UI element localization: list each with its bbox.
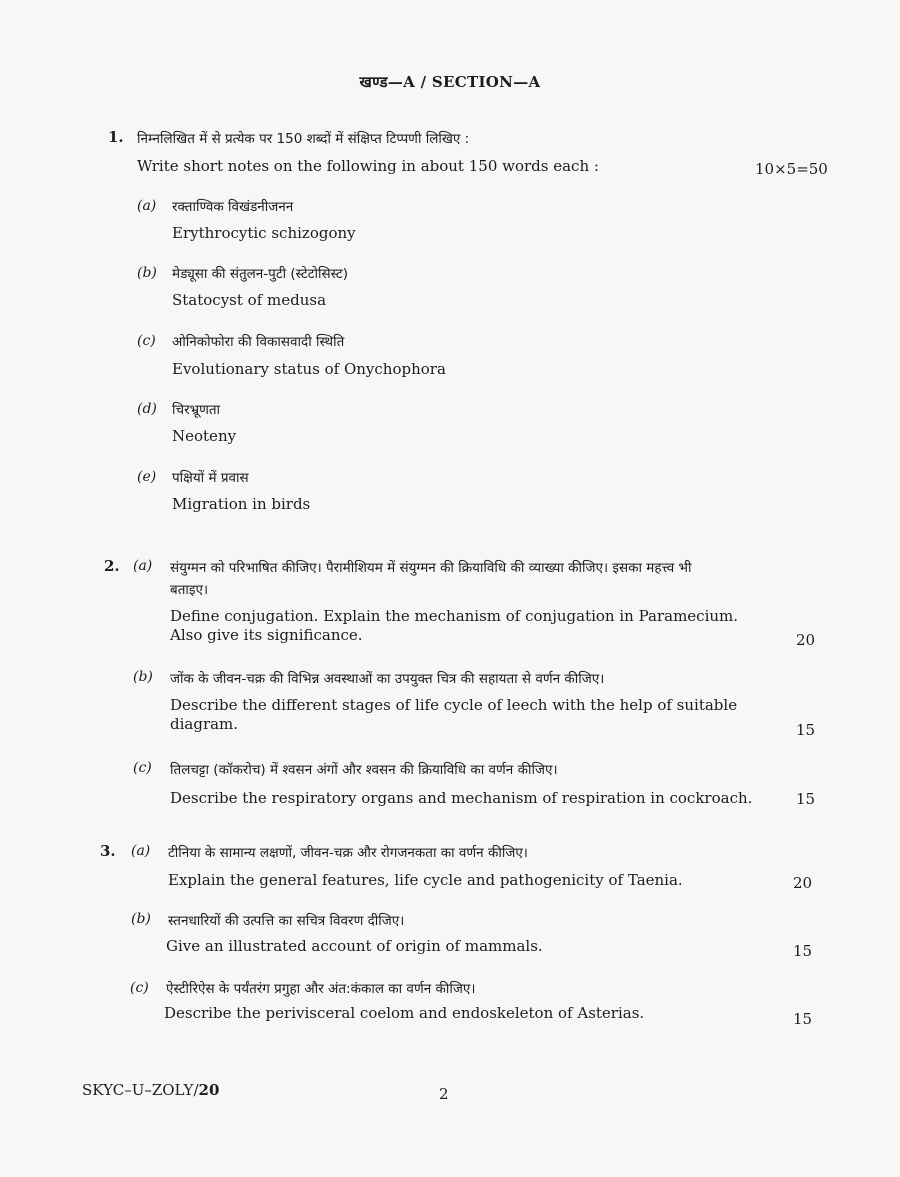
part-text-english: Migration in birds <box>172 495 311 513</box>
part-text-english: Describe the different stages of life cycle of leech with the help of suitable <box>170 696 738 714</box>
part-text-english: Erythrocytic schizogony <box>172 224 356 242</box>
question-instruction-english: Write short notes on the following in about 150 words each : <box>137 157 599 175</box>
part-label: (a) <box>133 558 153 574</box>
part-label: (e) <box>137 469 157 485</box>
part-text-english: Explain the general features, life cycle and pathogenicity of Taenia. <box>168 871 683 889</box>
question-marks: 10×5=50 <box>755 160 828 178</box>
part-text-hindi: तिलचट्टा (कॉकरोच) में श्वसन अंगों और श्वसन की क्रियाविधि का वर्णन कीजिए। <box>170 762 558 778</box>
part-marks: 15 <box>796 790 816 808</box>
part-text-hindi: ओनिकोफोरा की विकासवादी स्थिति <box>172 334 345 350</box>
part-text-hindi: बताइए। <box>170 582 209 598</box>
page-number: 2 <box>439 1085 449 1103</box>
part-text-english: Neoteny <box>172 427 237 445</box>
part-label: (c) <box>137 333 156 349</box>
part-text-hindi: चिरभ्रूणता <box>172 402 221 418</box>
part-label: (c) <box>130 980 149 996</box>
part-text-english: Define conjugation. Explain the mechanism of conjugation in Paramecium. <box>170 607 739 625</box>
part-marks: 20 <box>796 631 816 649</box>
part-text-english: Describe the respiratory organs and mechanism of respiration in cockroach. <box>170 789 753 807</box>
part-text-hindi: टीनिया के सामान्य लक्षणों, जीवन-चक्र और रोगजनकता का वर्णन कीजिए। <box>168 845 528 861</box>
paper-code-year: 20 <box>198 1081 220 1099</box>
paper-code <box>82 1081 219 1099</box>
section-heading: खण्ड—A / SECTION—A <box>359 73 541 91</box>
part-text-hindi: ऐस्टीरिऐस के पर्यंतरंग प्रगुहा और अंत:कंकाल का वर्णन कीजिए। <box>166 981 476 997</box>
question-number: 3. <box>100 842 116 860</box>
question-number: 2. <box>104 557 120 575</box>
paper-code-prefix: SKYC–U–ZOLY/ <box>82 1081 199 1099</box>
part-marks: 15 <box>793 1010 813 1028</box>
part-text-english: diagram. <box>170 715 239 733</box>
part-marks: 15 <box>793 942 813 960</box>
part-label: (a) <box>137 198 157 214</box>
part-text-hindi: रक्ताण्विक विखंडनीजनन <box>172 199 294 215</box>
part-text-english: Statocyst of medusa <box>172 291 327 309</box>
part-label: (c) <box>133 760 152 776</box>
part-marks: 20 <box>793 874 813 892</box>
part-text-hindi: मेड्यूसा की संतुलन-पुटी (स्टेटोसिस्ट) <box>172 266 348 282</box>
part-text-english: Give an illustrated account of origin of mammals. <box>166 937 543 955</box>
part-text-hindi: पक्षियों में प्रवास <box>172 470 249 486</box>
part-label: (a) <box>131 843 151 859</box>
part-marks: 15 <box>796 721 816 739</box>
part-text-english: Evolutionary status of Onychophora <box>172 360 446 378</box>
part-label: (b) <box>131 911 151 927</box>
part-label: (b) <box>137 265 157 281</box>
part-text-english: Describe the perivisceral coelom and endoskeleton of Asterias. <box>164 1004 645 1022</box>
part-text-hindi: स्तनधारियों की उत्पत्ति का सचित्र विवरण दीजिए। <box>168 913 405 929</box>
part-text-english: Also give its significance. <box>170 626 363 644</box>
question-number: 1. <box>108 128 124 146</box>
part-label: (b) <box>133 669 153 685</box>
question-instruction-hindi: निम्नलिखित में से प्रत्येक पर 150 शब्दों में संक्षिप्त टिप्पणी लिखिए : <box>137 131 470 147</box>
part-text-hindi: जोंक के जीवन-चक्र की विभिन्न अवस्थाओं का उपयुक्त चित्र की सहायता से वर्णन कीजिए। <box>170 671 605 687</box>
part-label: (d) <box>137 401 157 417</box>
part-text-hindi: संयुग्मन को परिभाषित कीजिए। पैरामीशियम में संयुग्मन की क्रियाविधि की व्याख्या कीजिए। इसका महत्त्व भी <box>170 560 692 576</box>
